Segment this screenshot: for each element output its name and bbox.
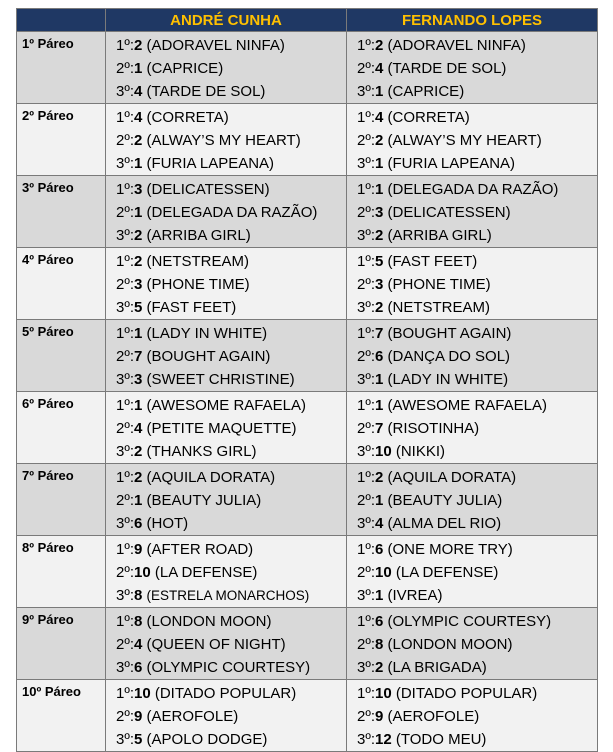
horse-number: 8 [134, 613, 143, 630]
horse-name: (BEAUTY JULIA) [146, 492, 262, 509]
andre-picks-cell [106, 464, 347, 536]
pick-line [116, 489, 346, 512]
pick-line [357, 610, 597, 633]
pick-position: 3º: [357, 587, 375, 604]
pick-position: 3º: [116, 659, 134, 676]
pick-position: 3º: [116, 83, 134, 100]
race-label: 8º Páreo [17, 536, 106, 608]
horse-number: 2 [375, 227, 384, 244]
race-row [17, 248, 598, 320]
horse-number: 2 [134, 132, 143, 149]
pick-line [357, 417, 597, 440]
horse-name: (ESTRELA MONARCHOS) [146, 588, 310, 603]
horse-number: 10 [375, 685, 392, 702]
horse-name: (DELEGADA DA RAZÃO) [387, 181, 559, 198]
horse-name: (AQUILA DORATA) [387, 469, 517, 486]
horse-name: (TODO MEU) [395, 731, 487, 748]
andre-picks-cell [106, 608, 347, 680]
pick-position: 3º: [116, 587, 134, 604]
horse-name: (TARDE DE SOL) [387, 60, 507, 77]
andre-picks-cell [106, 104, 347, 176]
horse-number: 8 [134, 587, 143, 604]
pick-position: 2º: [116, 420, 134, 437]
fernando-picks-cell [347, 680, 598, 752]
pick-line [357, 106, 597, 129]
horse-name: (ADORAVEL NINFA) [387, 37, 526, 54]
header-fernando-lopes: FERNANDO LOPES [347, 9, 598, 32]
horse-number: 2 [375, 659, 384, 676]
horse-name: (CAPRICE) [146, 60, 224, 77]
pick-position: 3º: [357, 515, 375, 532]
horse-name: (ALMA DEL RIO) [387, 515, 502, 532]
pick-line [116, 705, 346, 728]
pick-line [116, 129, 346, 152]
pick-line [116, 224, 346, 247]
pick-line [116, 296, 346, 319]
horse-number: 4 [134, 420, 143, 437]
pick-position: 3º: [357, 659, 375, 676]
pick-position: 3º: [357, 155, 375, 172]
pick-line [357, 466, 597, 489]
horse-number: 6 [134, 515, 143, 532]
horse-name: (DITADO POPULAR) [154, 685, 297, 702]
pick-position: 3º: [116, 371, 134, 388]
andre-picks-cell [106, 176, 347, 248]
horse-name: (AEROFOLE) [387, 708, 480, 725]
horse-name: (LADY IN WHITE) [387, 371, 509, 388]
pick-line [116, 250, 346, 273]
horse-number: 3 [134, 181, 143, 198]
pick-line [357, 129, 597, 152]
horse-number: 6 [375, 541, 384, 558]
horse-name: (CORRETA) [387, 109, 470, 126]
pick-position: 3º: [116, 299, 134, 316]
horse-name: (PHONE TIME) [146, 276, 250, 293]
pick-line [116, 512, 346, 535]
pick-position: 1º: [116, 469, 134, 486]
pick-position: 1º: [357, 541, 375, 558]
horse-name: (LA DEFENSE) [154, 564, 258, 581]
horse-name: (CORRETA) [146, 109, 229, 126]
pick-line [357, 273, 597, 296]
pick-line [357, 345, 597, 368]
horse-number: 2 [375, 469, 384, 486]
pick-position: 1º: [357, 685, 375, 702]
pick-position: 3º: [357, 443, 375, 460]
pick-line [357, 561, 597, 584]
race-row [17, 608, 598, 680]
horse-name: (QUEEN OF NIGHT) [146, 636, 286, 653]
pick-line [357, 201, 597, 224]
pick-position: 2º: [357, 132, 375, 149]
pick-line [116, 57, 346, 80]
horse-name: (FURIA LAPEANA) [146, 155, 275, 172]
pick-line [116, 561, 346, 584]
pick-line [116, 394, 346, 417]
horse-number: 1 [375, 397, 384, 414]
pick-line [116, 152, 346, 175]
horse-number: 3 [134, 371, 143, 388]
pick-position: 1º: [116, 685, 134, 702]
horse-number: 1 [375, 371, 384, 388]
andre-picks-cell [106, 536, 347, 608]
race-label: 7º Páreo [17, 464, 106, 536]
pick-position: 2º: [116, 564, 134, 581]
andre-picks-cell [106, 680, 347, 752]
horse-name: (APOLO DODGE) [146, 731, 268, 748]
race-label: 6º Páreo [17, 392, 106, 464]
horse-number: 5 [134, 731, 143, 748]
horse-name: (RISOTINHA) [387, 420, 480, 437]
pick-line [116, 178, 346, 201]
horse-name: (DITADO POPULAR) [395, 685, 538, 702]
pick-position: 1º: [357, 613, 375, 630]
horse-number: 12 [375, 731, 392, 748]
fernando-picks-cell [347, 536, 598, 608]
pick-line [116, 538, 346, 561]
andre-picks-cell [106, 320, 347, 392]
race-row [17, 680, 598, 752]
horse-name: (ONE MORE TRY) [387, 541, 513, 558]
pick-position: 1º: [116, 181, 134, 198]
pick-position: 1º: [357, 325, 375, 342]
pick-line [357, 57, 597, 80]
andre-picks-cell [106, 32, 347, 104]
race-label: 1º Páreo [17, 32, 106, 104]
horse-number: 1 [134, 397, 143, 414]
pick-line [357, 80, 597, 103]
horse-number: 1 [134, 60, 143, 77]
horse-name: (FAST FEET) [387, 253, 478, 270]
pick-position: 2º: [357, 492, 375, 509]
pick-line [357, 178, 597, 201]
pick-line [357, 368, 597, 391]
horse-name: (LA BRIGADA) [387, 659, 487, 676]
horse-name: (AEROFOLE) [146, 708, 239, 725]
race-label: 4º Páreo [17, 248, 106, 320]
horse-name: (BEAUTY JULIA) [387, 492, 503, 509]
pick-position: 2º: [357, 60, 375, 77]
pick-line [116, 417, 346, 440]
horse-name: (NETSTREAM) [387, 299, 491, 316]
race-row [17, 32, 598, 104]
fernando-picks-cell [347, 464, 598, 536]
fernando-picks-cell [347, 392, 598, 464]
pick-line [116, 80, 346, 103]
horse-number: 4 [134, 109, 143, 126]
pick-line [116, 34, 346, 57]
race-label: 3º Páreo [17, 176, 106, 248]
pick-line [357, 656, 597, 679]
pick-line [116, 440, 346, 463]
pick-position: 2º: [357, 564, 375, 581]
header-andre-cunha: ANDRÉ CUNHA [106, 9, 347, 32]
horse-name: (ARRIBA GIRL) [146, 227, 251, 244]
horse-number: 3 [134, 276, 143, 293]
horse-number: 6 [375, 348, 384, 365]
race-label: 5º Páreo [17, 320, 106, 392]
pick-position: 2º: [357, 708, 375, 725]
horse-name: (AFTER ROAD) [146, 541, 254, 558]
pick-position: 2º: [116, 348, 134, 365]
pick-line [357, 250, 597, 273]
horse-number: 1 [375, 587, 384, 604]
race-row [17, 104, 598, 176]
pick-position: 2º: [116, 276, 134, 293]
pick-line [357, 512, 597, 535]
horse-name: (DELICATESSEN) [387, 204, 511, 221]
pick-position: 2º: [116, 708, 134, 725]
horse-number: 1 [375, 155, 384, 172]
pick-line [357, 296, 597, 319]
horse-name: (DELICATESSEN) [146, 181, 270, 198]
pick-line [357, 538, 597, 561]
pick-line [357, 394, 597, 417]
pick-line [357, 728, 597, 751]
pick-position: 2º: [116, 60, 134, 77]
horse-number: 9 [134, 541, 143, 558]
pick-position: 3º: [116, 227, 134, 244]
pick-position: 3º: [357, 83, 375, 100]
pick-position: 3º: [116, 443, 134, 460]
horse-number: 7 [375, 420, 384, 437]
horse-name: (IVREA) [387, 587, 443, 604]
pick-position: 1º: [116, 541, 134, 558]
pick-line [116, 106, 346, 129]
horse-name: (ALWAY’S MY HEART) [146, 132, 301, 149]
horse-name: (ARRIBA GIRL) [387, 227, 492, 244]
horse-number: 10 [375, 443, 392, 460]
pick-position: 2º: [357, 420, 375, 437]
pick-line [357, 440, 597, 463]
horse-number: 3 [375, 276, 384, 293]
pick-position: 2º: [357, 204, 375, 221]
pick-position: 2º: [357, 636, 375, 653]
horse-number: 1 [134, 155, 143, 172]
pick-position: 2º: [357, 276, 375, 293]
andre-picks-cell [106, 392, 347, 464]
pick-line [357, 705, 597, 728]
horse-name: (AWESOME RAFAELA) [146, 397, 306, 414]
horse-name: (LADY IN WHITE) [146, 325, 268, 342]
header-row [17, 9, 598, 32]
fernando-picks-cell [347, 104, 598, 176]
horse-name: (FAST FEET) [146, 299, 237, 316]
horse-name: (ADORAVEL NINFA) [146, 37, 285, 54]
race-label: 10º Páreo [17, 680, 106, 752]
horse-number: 1 [134, 492, 143, 509]
horse-number: 2 [375, 37, 384, 54]
pick-position: 3º: [357, 299, 375, 316]
fernando-picks-cell [347, 248, 598, 320]
horse-name: (PETITE MAQUETTE) [146, 420, 297, 437]
horse-number: 6 [375, 613, 384, 630]
horse-name: (OLYMPIC COURTESY) [146, 659, 311, 676]
horse-name: (LA DEFENSE) [395, 564, 499, 581]
horse-name: (BOUGHT AGAIN) [387, 325, 512, 342]
pick-line [357, 224, 597, 247]
pick-position: 1º: [357, 253, 375, 270]
horse-number: 5 [375, 253, 384, 270]
pick-position: 2º: [116, 132, 134, 149]
race-table-body [17, 32, 598, 752]
horse-number: 2 [375, 299, 384, 316]
pick-position: 3º: [357, 227, 375, 244]
horse-number: 6 [134, 659, 143, 676]
pick-line [357, 322, 597, 345]
horse-number: 1 [375, 181, 384, 198]
pick-line [116, 345, 346, 368]
pick-line [116, 584, 346, 607]
horse-number: 4 [375, 515, 384, 532]
horse-number: 2 [134, 253, 143, 270]
pick-position: 2º: [116, 204, 134, 221]
pick-line [116, 656, 346, 679]
horse-number: 3 [375, 204, 384, 221]
horse-number: 10 [134, 685, 151, 702]
horse-number: 4 [375, 60, 384, 77]
horse-name: (ALWAY’S MY HEART) [387, 132, 542, 149]
pick-line [357, 584, 597, 607]
pick-position: 1º: [116, 325, 134, 342]
pick-position: 1º: [357, 109, 375, 126]
pick-line [116, 273, 346, 296]
horse-name: (DANÇA DO SOL) [387, 348, 511, 365]
pick-position: 3º: [357, 371, 375, 388]
horse-number: 1 [134, 325, 143, 342]
pick-position: 2º: [116, 492, 134, 509]
horse-name: (SWEET CHRISTINE) [146, 371, 295, 388]
horse-name: (BOUGHT AGAIN) [146, 348, 271, 365]
horse-number: 10 [375, 564, 392, 581]
horse-number: 2 [134, 469, 143, 486]
horse-name: (HOT) [146, 515, 189, 532]
pick-position: 3º: [116, 155, 134, 172]
horse-number: 1 [375, 492, 384, 509]
pick-line [357, 489, 597, 512]
pick-line [116, 368, 346, 391]
pick-line [357, 152, 597, 175]
pick-position: 1º: [116, 253, 134, 270]
horse-number: 9 [375, 708, 384, 725]
horse-number: 4 [134, 83, 143, 100]
horse-number: 4 [134, 636, 143, 653]
pick-line [116, 610, 346, 633]
horse-number: 1 [134, 204, 143, 221]
header-corner-cell [17, 9, 106, 32]
pick-position: 3º: [116, 731, 134, 748]
andre-picks-cell [106, 248, 347, 320]
race-row [17, 464, 598, 536]
horse-number: 2 [134, 37, 143, 54]
pick-line [116, 201, 346, 224]
horse-number: 7 [375, 325, 384, 342]
horse-number: 9 [134, 708, 143, 725]
horse-name: (PHONE TIME) [387, 276, 491, 293]
fernando-picks-cell [347, 608, 598, 680]
pick-line [357, 34, 597, 57]
horse-number: 4 [375, 109, 384, 126]
horse-number: 2 [134, 227, 143, 244]
horse-name: (FURIA LAPEANA) [387, 155, 516, 172]
pick-position: 1º: [116, 37, 134, 54]
pick-position: 1º: [357, 37, 375, 54]
pick-line [116, 728, 346, 751]
pick-position: 3º: [116, 515, 134, 532]
fernando-picks-cell [347, 320, 598, 392]
pick-line [116, 466, 346, 489]
race-row [17, 392, 598, 464]
horse-name: (OLYMPIC COURTESY) [387, 613, 552, 630]
pick-line [116, 682, 346, 705]
horse-number: 5 [134, 299, 143, 316]
pick-position: 1º: [116, 613, 134, 630]
horse-number: 2 [134, 443, 143, 460]
horse-number: 7 [134, 348, 143, 365]
horse-number: 10 [134, 564, 151, 581]
fernando-picks-cell [347, 32, 598, 104]
pick-position: 1º: [357, 181, 375, 198]
horse-number: 1 [375, 83, 384, 100]
horse-name: (LONDON MOON) [146, 613, 272, 630]
horse-name: (CAPRICE) [387, 83, 465, 100]
pick-line [357, 682, 597, 705]
pick-line [116, 322, 346, 345]
pick-position: 1º: [116, 397, 134, 414]
horse-name: (NIKKI) [395, 443, 446, 460]
pick-line [357, 633, 597, 656]
race-row [17, 320, 598, 392]
horse-name: (TARDE DE SOL) [146, 83, 266, 100]
pick-position: 3º: [357, 731, 375, 748]
pick-position: 1º: [116, 109, 134, 126]
horse-name: (AQUILA DORATA) [146, 469, 276, 486]
horse-name: (LONDON MOON) [387, 636, 513, 653]
horse-name: (THANKS GIRL) [146, 443, 257, 460]
race-label: 2º Páreo [17, 104, 106, 176]
horse-name: (NETSTREAM) [146, 253, 250, 270]
race-row [17, 176, 598, 248]
pick-position: 1º: [357, 397, 375, 414]
horse-number: 2 [375, 132, 384, 149]
horse-name: (AWESOME RAFAELA) [387, 397, 547, 414]
pick-position: 1º: [357, 469, 375, 486]
pick-line [116, 633, 346, 656]
horse-name: (DELEGADA DA RAZÃO) [146, 204, 318, 221]
pick-position: 2º: [357, 348, 375, 365]
race-row [17, 536, 598, 608]
fernando-picks-cell [347, 176, 598, 248]
pick-position: 2º: [116, 636, 134, 653]
race-label: 9º Páreo [17, 608, 106, 680]
horse-number: 8 [375, 636, 384, 653]
tips-table [16, 8, 598, 752]
